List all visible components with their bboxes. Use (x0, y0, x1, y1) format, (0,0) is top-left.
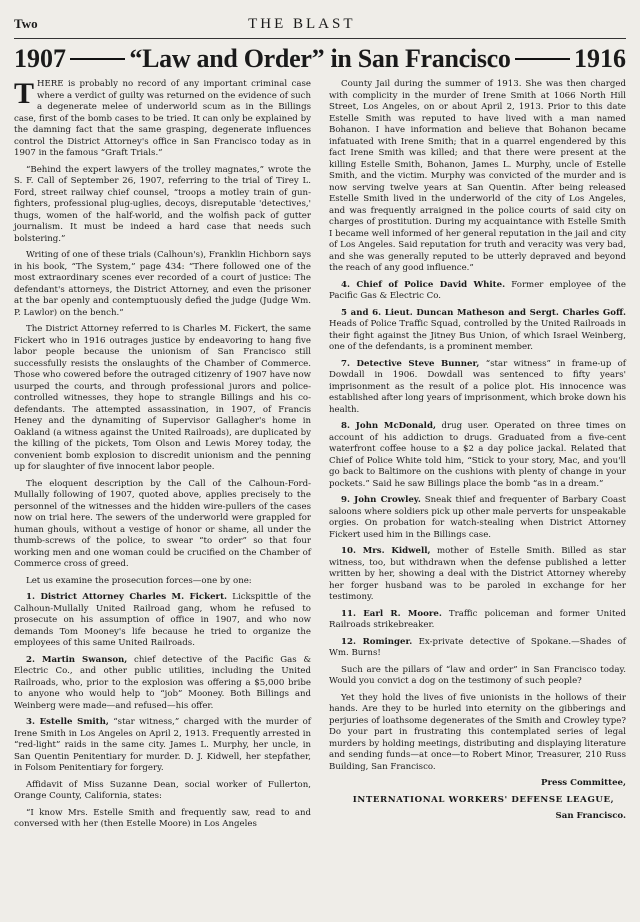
prosecution-item-text: Sneak thief and frequenter of Barbary Coast saloons where soldiers pick up other male perverts for unspeakable orgies. On probation for watch-stealing when District Attorney Fickert used him in the Billings case. (329, 495, 626, 540)
headline-dash-right (515, 58, 570, 60)
left_column-paragraph (14, 576, 311, 588)
right-column-body (329, 79, 626, 773)
signature-city: San Francisco. (555, 811, 626, 821)
signature-organization: INTERNATIONAL WORKERS' DEFENSE LEAGUE, (352, 794, 615, 805)
prosecution-item-heading: 12. Rominger. (341, 636, 413, 647)
prosecution-item-text: “star witness,” charged with the murder of Irene Smith in Los Angeles on April 2, 1913. Frequently arrested in “red-light” raids in the same city. James L. Murphy, her uncle, in San Quentin Penitentiary for murder. D. J. Kidwell, her stepfather, in Folsom Penitentiary for forgery. (14, 717, 311, 773)
right_column-paragraph (329, 609, 626, 632)
headline-year-start: 1907 (14, 44, 66, 73)
prosecution-item-text: mother of Estelle Smith. Billed as star witness, too, but withdrawn when the defense published a letter written by her, showing a deal with the District Attorney whereby her forger husband was to be paroled in exchange for her testimony. (329, 546, 627, 602)
left_column-paragraph-text: “Behind the expert lawyers of the trolley magnates,” wrote the S. F. Call of September 26, 1907, referring to the trial of Tirey L. Ford, street railway chief counsel, “troops a motley train of gun-fighters, professional plug-uglies, decoys, disreputable 'detectives,' thugs, women of the half-world, and the wolfish pack of gutter journalism. It must be indeed a hard case that needs such bolstering.” (14, 164, 311, 244)
headline-year-end: 1916 (574, 44, 626, 73)
drop-cap: T (14, 77, 35, 110)
right_column-paragraph-text: County Jail during the summer of 1913. She was then charged with complicity in the murder of Irene Smith at 1066 North Hill Street, Los Angeles, on or about April 2, 1913. Prior to this date Estelle Smith was reputed to have lived with a man named Bohanon. I have information and believe that Bohanon became infatuated with Irene Smith; that in a quarrel engendered by this fact Irene Smith was killed; and that there were present at the killing Estelle Smith, Bohanon, James L. Murphy, uncle of Estelle Smith, and the victim. Murphy was convicted of the murder and is now serving twelve years at San Quentin. After being released Estelle Smith lived in the underworld of the city of Los Angeles, and was frequently arraigned in the police courts of said city on charges of prostitution. During my acquaintance with Estelle Smith I became well informed of her general reputation in the jail and city of Los Angeles. Said reputation for truth and veracity was very bad, and she was generally reputed to be utterly depraved and beyond the reach of any good influence.” (329, 79, 627, 273)
prosecution-item-text: drug user. Operated on three times on account of his addiction to drugs. Graduated from a five-cent waterfront coffee house to a $2 a day police jackal. Related that Chief of Police White told him, “Stick to your story, Mac, and you'll go back to Baltimore on the cushions with plenty of change in your pockets.” Said he saw Billings place the bomb “as in a dream.” (329, 421, 626, 489)
headline (14, 45, 626, 73)
left_column-paragraph (14, 250, 311, 319)
left_column-paragraph (14, 780, 311, 803)
left_column-paragraph (14, 655, 311, 713)
prosecution-item-heading: 7. Detective Steve Bunner, (341, 358, 480, 369)
left_column-paragraph-text: Let us examine the prosecution forces—one by one: (26, 575, 252, 586)
left_column-paragraph-text: Writing of one of these trials (Calhoun's), Franklin Hichborn says in his book, “The System,” page 434: “There followed one of the most extraordinary scenes ever recorded of a court of justice: The defendant's attorneys, the District Attorney, and even the prisoner at the bar openly and contemptuously defied the judge (Judge Wm. P. Lawlor) on the bench.” (14, 250, 311, 318)
running-header (14, 16, 626, 38)
left_column-paragraph (14, 479, 311, 571)
prosecution-item-text: Ex-private detective of Spokane.—Shades of Wm. Burns! (329, 636, 626, 658)
prosecution-item-heading: 9. John Crowley. (341, 495, 421, 505)
right_column-paragraph (329, 421, 626, 490)
page-number: Two (14, 16, 38, 31)
prosecution-item-heading: 1. District Attorney Charles M. Fickert. (26, 592, 228, 602)
prosecution-item-heading: 8. John McDonald, (341, 421, 436, 431)
left_column-paragraph (14, 79, 311, 160)
prosecution-item-heading: 11. Earl R. Moore. (341, 608, 442, 619)
left_column-paragraph-text: The District Attorney referred to is Charles M. Fickert, the same Fickert who in 1916 outrages justice by endeavoring to hang five labor people because the unionism of San Francisco still successfully resists the onslaughts of the Chamber of Commerce. Those who cowered before the outraged citizenry of 1907 have now usurped the courts, and through professional jurors and police-controlled witnesses, they hope to strangle Billings and his co-defendants. The attempted assassination, in 1907, of Francis Heney and the dynamiting of Supervisor Gallagher's home in Oakland (a witness against the United Railroads), are duplicated by the killing of the pickets, Tom Olson and Lewis Morey today, the convenient bomb explosion to discredit unionism and the penning up for slaughter of five innocent labor people. (14, 324, 311, 472)
prosecution-item-heading: 10. Mrs. Kidwell, (341, 546, 431, 556)
right_column-paragraph (329, 546, 626, 604)
headline-dash-left (70, 58, 125, 60)
left_column-paragraph (14, 592, 311, 650)
prosecution-item-text: Traffic policeman and former United Railroads strikebreaker. (329, 608, 627, 630)
right_column-paragraph (329, 665, 626, 688)
right_column-paragraph (329, 693, 626, 774)
right-column (329, 79, 626, 836)
right_column-paragraph (329, 308, 626, 354)
left_column-paragraph (14, 808, 311, 831)
left_column-paragraph-text: “I know Mrs. Estelle Smith and frequently saw, read to and conversed with her (then Estelle Moore) in Los Angeles (14, 807, 311, 829)
prosecution-item-text: chief detective of the Pacific Gas & Electric Co., and other public utilities, including the United Railroads, who, prior to the explosion was offering a $5,000 bribe to anyone who would help to “job” Mooney. Both Billings and Weinberg were made—and refused—his offer. (14, 654, 312, 711)
left_column-paragraph (14, 717, 311, 775)
prosecution-item-text: Lickspittle of the Calhoun-Mullally United Railroad gang, whom he refused to prosecute on his assumption of office in 1907, and who now demands Tom Mooney's life because he tried to organize the employees of this same United Railroads. (14, 592, 311, 648)
prosecution-item-heading: 3. Estelle Smith, (26, 717, 109, 727)
left-column (14, 79, 311, 836)
left_column-paragraph (14, 324, 311, 474)
right_column-paragraph (329, 280, 626, 303)
right_column-paragraph-text: Such are the pillars of “law and order” in San Francisco today. Would you convict a dog on the testimony of such people? (329, 664, 626, 686)
left_column-paragraph-text: HERE is probably no record of any important criminal case where a verdict of guilty was returned on the evidence of such a degenerate melee of underworld scum as in the Billings case, first of the bomb cases to be tried. It can only be explained by the damning fact that the same grasping, degenerate influences control the District Attorney's office in San Francisco today as in 1907 in the famous “Graft Trials.” (14, 79, 311, 158)
prosecution-item-text: Former employee of the Pacific Gas & Electric Co. (329, 279, 626, 301)
left_column-paragraph-text: Affidavit of Miss Suzanne Dean, social worker of Fullerton, Orange County, California, states: (14, 779, 311, 801)
right_column-paragraph (329, 637, 626, 660)
prosecution-item-text: Heads of Police Traffic Squad, controlled by the United Railroads in their fight against the Jitney Bus Union, of which Israel Weinberg, one of the defendants, is a prominent member. (329, 319, 626, 352)
signature-committee: Press Committee, (540, 778, 626, 788)
left_column-paragraph (14, 165, 311, 246)
prosecution-item-heading: 2. Martin Swanson, (26, 654, 128, 665)
right_column-paragraph (329, 359, 626, 417)
headline-title: “Law and Order” in San Francisco (129, 44, 511, 73)
right_column-paragraph-text: Yet they hold the lives of five unionists in the hollows of their hands. Are they to be hurled into eternity on the gibberings and perjuries of loathsome degenerates of the Smith and Crowley type? Do your part in frustrating this contemplated series of legal murders by holding meetings, distributing and displaying literature and sending funds—at once—to Robert Minor, Treasurer, 210 Russ Building, San Francisco. (329, 692, 626, 772)
prosecution-item-heading: 5 and 6. Lieut. Duncan Matheson and Sergt. Charles Goff. (341, 307, 626, 318)
right_column-paragraph (329, 495, 626, 541)
prosecution-item-text: “star witness” in frame-up of Dowdall in 1906. Dowdall was sentenced to fifty years' imprisonment as the result of a police plot. His innocence was established after long years of imprisonment, which broke down his health. (329, 358, 626, 415)
right_column-paragraph (329, 79, 626, 275)
header-rule (14, 38, 626, 39)
newspaper-name: THE BLAST (248, 16, 356, 32)
prosecution-item-heading: 4. Chief of Police David White. (341, 279, 506, 290)
article-columns (14, 79, 626, 836)
left_column-paragraph-text: The eloquent description by the Call of the Calhoun-Ford-Mullally following of 1907, quoted above, applies precisely to the personnel of the witnesses and the hidden wire-pullers of the cases now on trial here. The sewers of the underworld were grappled for human ghouls, without a vestige of honor or shame, all under the thumb-screws of the police, to swear “to order” so that four working men and one woman could be crucified on the Chamber of Commerce cross of greed. (14, 478, 311, 569)
